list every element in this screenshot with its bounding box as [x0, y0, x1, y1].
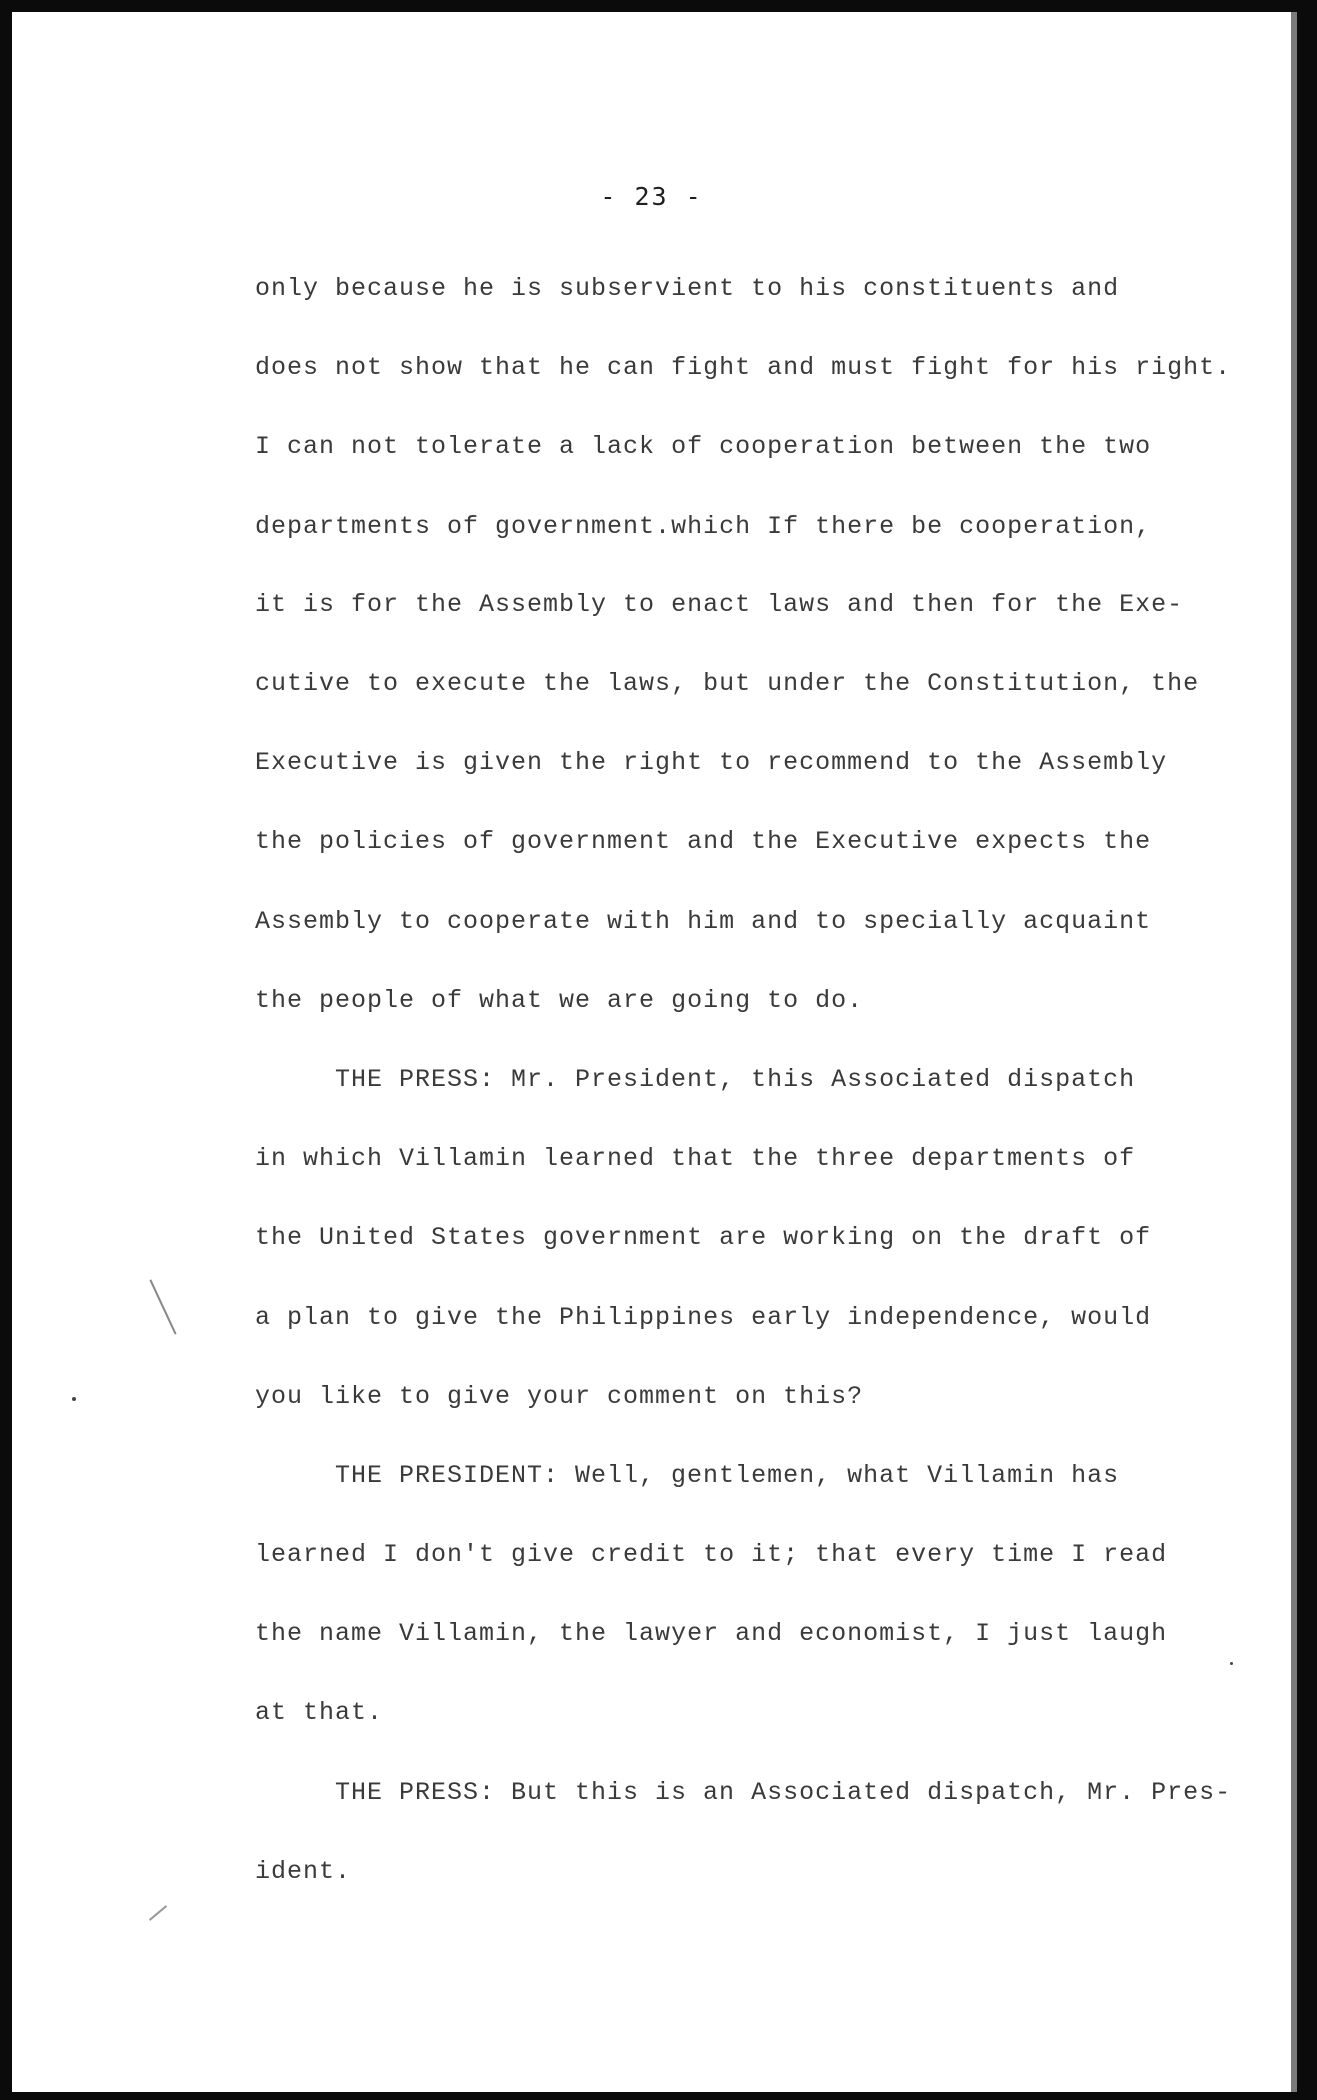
- text-line-16: THE PRESIDENT: Well, gentlemen, what Villamin has: [335, 1461, 1120, 1490]
- text-line-9: Assembly to cooperate with him and to specially acquaint: [255, 907, 1152, 936]
- text-line-5: it is for the Assembly to enact laws and then for the Exe-: [255, 590, 1184, 619]
- typewritten-page: [12, 12, 1297, 2092]
- text-line-14: a plan to give the Philippines early independence, would: [255, 1303, 1152, 1332]
- text-line-6: cutive to execute the laws, but under the Constitution, the: [255, 669, 1200, 698]
- text-line-19: at that.: [255, 1698, 384, 1727]
- text-line-10: the people of what we are going to do.: [255, 986, 864, 1015]
- text-line-15: you like to give your comment on this?: [255, 1382, 864, 1411]
- pencil-stroke-mark: [149, 1905, 167, 1921]
- text-line-4: departments of government.which If there be cooperation,: [255, 512, 1152, 541]
- text-line-12: in which Villamin learned that the three departments of: [255, 1144, 1136, 1173]
- pencil-stroke-mark: [149, 1279, 176, 1334]
- speck-mark: [72, 1397, 76, 1401]
- text-line-2: does not show that he can fight and must fight for his right.: [255, 353, 1232, 382]
- text-line-17: learned I don't give credit to it; that every time I read: [255, 1540, 1168, 1569]
- speck-mark: [1230, 1662, 1233, 1665]
- text-line-3: I can not tolerate a lack of cooperation between the two: [255, 432, 1152, 461]
- text-line-21: ident.: [255, 1857, 352, 1886]
- text-line-20: THE PRESS: But this is an Associated dispatch, Mr. Pres-: [335, 1778, 1232, 1807]
- page-number: - 23 -: [600, 182, 703, 211]
- text-line-18: the name Villamin, the lawyer and economist, I just laugh: [255, 1619, 1168, 1648]
- text-line-7: Executive is given the right to recommend to the Assembly: [255, 748, 1168, 777]
- text-line-11: THE PRESS: Mr. President, this Associated dispatch: [335, 1065, 1136, 1094]
- text-line-8: the policies of government and the Executive expects the: [255, 827, 1152, 856]
- text-line-13: the United States government are working on the draft of: [255, 1223, 1152, 1252]
- text-line-1: only because he is subservient to his constituents and: [255, 274, 1120, 303]
